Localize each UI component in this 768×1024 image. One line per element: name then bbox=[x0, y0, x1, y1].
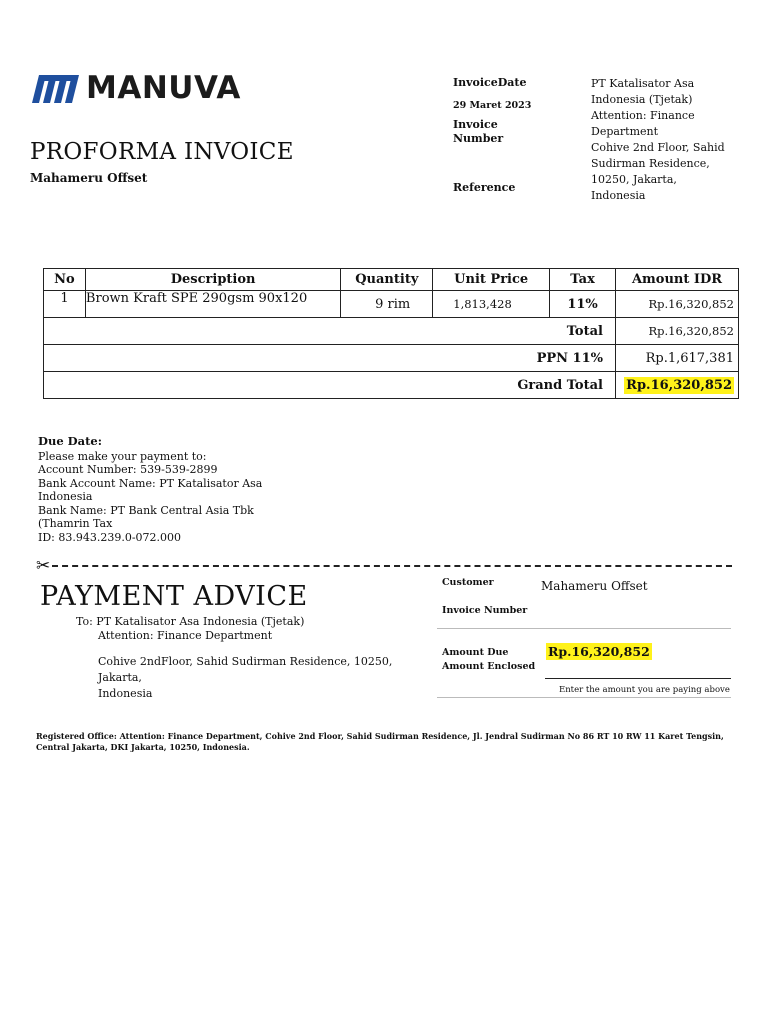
header-tax: Tax bbox=[550, 269, 616, 291]
row-tax: 11% bbox=[550, 291, 616, 318]
bank-name: Bank Name: PT Bank Central Asia Tbk (Thamrin Tax bbox=[38, 503, 254, 530]
invoice-items-table bbox=[43, 268, 739, 399]
row-description: Brown Kraft SPE 290gsm 90x120 bbox=[85, 291, 340, 318]
registered-office-footer: Registered Office: Attention: Finance Department, Cohive 2nd Floor, Sahid Sudirman Residence, Jl. Jendral Sudirman No 86 RT 10 RW 11 Karet Tengsin, Central Jakarta, DKI Jakarta, 10250, Indonesia. bbox=[36, 731, 724, 752]
recipient-line: PT Katalisator Asa bbox=[591, 77, 695, 90]
reference-label: Reference bbox=[453, 181, 516, 194]
header-description: Description bbox=[85, 269, 340, 291]
divider bbox=[437, 628, 731, 629]
customer-value: Mahameru Offset bbox=[541, 579, 648, 593]
customer-label: Customer bbox=[442, 577, 494, 588]
amount-enclosed-label: Amount Enclosed bbox=[442, 661, 536, 672]
address-line: Indonesia bbox=[98, 687, 153, 700]
ppn-row bbox=[44, 345, 739, 372]
recipient-line: 10250, Jakarta, Indonesia bbox=[591, 173, 677, 202]
grand-total-row bbox=[44, 372, 739, 399]
invoice-number-label-line1: Invoice bbox=[453, 118, 498, 131]
amount-due-value: Rp.16,320,852 bbox=[548, 644, 650, 659]
invoice-number-label-line2: Number bbox=[453, 132, 504, 145]
row-amount: Rp.16,320,852 bbox=[615, 291, 738, 318]
table-header-row bbox=[44, 269, 739, 291]
payment-advice-title: PAYMENT ADVICE bbox=[40, 581, 308, 612]
cut-line bbox=[36, 556, 732, 576]
client-name: Mahameru Offset bbox=[30, 171, 148, 185]
scissors-icon: ✂ bbox=[36, 556, 51, 576]
attention-line: Attention: Finance Department bbox=[98, 628, 273, 642]
tax-id: ID: 83.943.239.0-072.000 bbox=[38, 530, 182, 544]
due-date-label: Due Date: bbox=[38, 434, 102, 448]
payment-advice-to bbox=[76, 615, 304, 642]
invoice-date-value: 29 Maret 2023 bbox=[453, 100, 532, 111]
payment-instructions bbox=[38, 435, 308, 544]
account-number: Account Number: 539-539-2899 bbox=[38, 463, 218, 476]
recipient-line: Indonesia (Tjetak) bbox=[591, 93, 693, 106]
company-logo bbox=[30, 70, 241, 106]
recipient-address bbox=[591, 76, 731, 204]
header-amount: Amount IDR bbox=[615, 269, 738, 291]
amount-due-label: Amount Due bbox=[442, 647, 509, 658]
invoice-number-label bbox=[453, 118, 503, 146]
payment-advice-address bbox=[98, 654, 408, 702]
recipient-line: Sudirman Residence, bbox=[591, 157, 710, 170]
total-label: Total bbox=[44, 318, 616, 345]
header-unit-price: Unit Price bbox=[433, 269, 550, 291]
divider bbox=[437, 697, 731, 698]
recipient-line: Attention: Finance bbox=[591, 109, 695, 122]
recipient-line: Department bbox=[591, 125, 659, 138]
table-row bbox=[44, 291, 739, 318]
invoice-date-label: InvoiceDate bbox=[453, 76, 527, 89]
manuva-logo-icon bbox=[30, 72, 80, 104]
ppn-label: PPN 11% bbox=[44, 345, 616, 372]
total-value: Rp.16,320,852 bbox=[615, 318, 738, 345]
grand-total-label: Grand Total bbox=[44, 372, 616, 399]
invoice-number-label-advice: Invoice Number bbox=[442, 605, 528, 616]
bank-account-name: Bank Account Name: PT Katalisator Asa Indonesia bbox=[38, 476, 263, 503]
address-line: Cohive 2ndFloor, Sahid Sudirman Residence, 10250, Jakarta, bbox=[98, 655, 393, 684]
to-line: To: PT Katalisator Asa Indonesia (Tjetak) bbox=[76, 615, 305, 628]
ppn-value: Rp.1,617,381 bbox=[615, 345, 738, 372]
dashed-divider bbox=[52, 565, 732, 567]
grand-total-value: Rp.16,320,852 bbox=[626, 377, 732, 393]
header-no: No bbox=[44, 269, 86, 291]
company-name: MANUVA bbox=[86, 70, 241, 106]
row-quantity: 9 rim bbox=[341, 291, 433, 318]
row-no: 1 bbox=[44, 291, 86, 318]
row-unit-price: 1,813,428 bbox=[433, 291, 550, 318]
enter-amount-hint: Enter the amount you are paying above bbox=[559, 685, 730, 695]
header-quantity: Quantity bbox=[341, 269, 433, 291]
total-row bbox=[44, 318, 739, 345]
amount-enclosed-line bbox=[545, 678, 731, 679]
payment-line: Please make your payment to: bbox=[38, 449, 207, 463]
recipient-line: Cohive 2nd Floor, Sahid bbox=[591, 141, 725, 154]
document-title: PROFORMA INVOICE bbox=[30, 139, 294, 165]
